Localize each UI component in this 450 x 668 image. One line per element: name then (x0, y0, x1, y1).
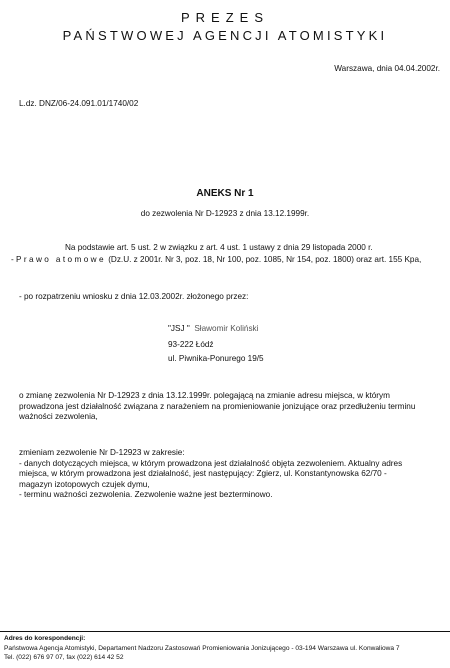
applicant-person: Sławomir Koliński (194, 324, 259, 333)
change-line: prowadzona jest działalność związana z narażeniem na promieniowanie jonizujące oraz przedłużeniu terminu (19, 401, 416, 411)
scope-line: miejsca, w którym prowadzona jest działalność, jest następujący: Zgierz, ul. Konstantynowska 62/70 - (19, 469, 387, 479)
change-line: ważności zezwolenia, (19, 412, 98, 422)
header-agency: PAŃSTWOWEJ AGENCJI ATOMISTYKI (62, 28, 388, 43)
footer-phone: Tel. (022) 676 97 07, fax (022) 614 42 52 (4, 654, 124, 662)
scope-line: magazyn izotopowych czujek dymu, (19, 479, 150, 489)
scope-line: zmieniam zezwolenie Nr D-12923 w zakresie: (19, 448, 185, 457)
legal-basis-line-1: Na podstawie art. 5 ust. 2 w związku z art. 4 ust. 1 ustawy z dnia 29 listopada 2000 r. (65, 243, 373, 252)
applicant-city: 93-222 Łódź (168, 340, 214, 349)
legal-basis-citation: (Dz.U. z 2001r. Nr 3, poz. 18, Nr 100, poz. 1085, Nr 154, poz. 1800) oraz art. 155 Kpa, (105, 255, 422, 264)
request-line: - po rozpatrzeniu wniosku z dnia 12.03.2002r. złożonego przez: (19, 292, 249, 301)
scope-line: - terminu ważności zezwolenia. Zezwolenie ważne jest bezterminowo. (19, 490, 273, 500)
footer (4, 634, 400, 663)
footer-divider (0, 631, 450, 632)
change-line: o zmianę zezwolenia Nr D-12923 z dnia 13.12.1999r. polegającą na zmianie adresu miejsca, w którym (19, 391, 390, 400)
applicant-company: "JSJ " (168, 324, 190, 333)
footer-label: Adres do korespondencji: (4, 635, 86, 642)
header-title: PREZES (180, 10, 269, 25)
reference-number: L.dz. DNZ/06-24.091.01/1740/02 (19, 99, 139, 108)
legal-basis-act-name: Prawo atomowe (16, 255, 106, 264)
scope-line: - danych dotyczących miejsca, w którym prowadzona jest działalność objęta zezwoleniem. Aktualny adres (19, 458, 403, 468)
place-date: Warszawa, dnia 04.04.2002r. (334, 64, 440, 73)
applicant-street: ul. Piwnika-Ponurego 19/5 (168, 354, 264, 363)
legal-basis-dash: - (11, 255, 17, 264)
document-subtitle: do zezwolenia Nr D-12923 z dnia 13.12.1999r. (140, 209, 310, 218)
legal-basis-line-2 (11, 255, 421, 264)
applicant-name-line (168, 324, 258, 333)
change-paragraph (19, 391, 415, 423)
footer-address: Państwowa Agencja Atomistyki, Departament Nadzoru Zastosowań Promieniowania Jonizującego - 03-194 Warszawa ul. Konwaliowa 7 (4, 644, 400, 652)
scope-paragraph (19, 448, 402, 501)
document-title: ANEKS Nr 1 (196, 188, 254, 199)
